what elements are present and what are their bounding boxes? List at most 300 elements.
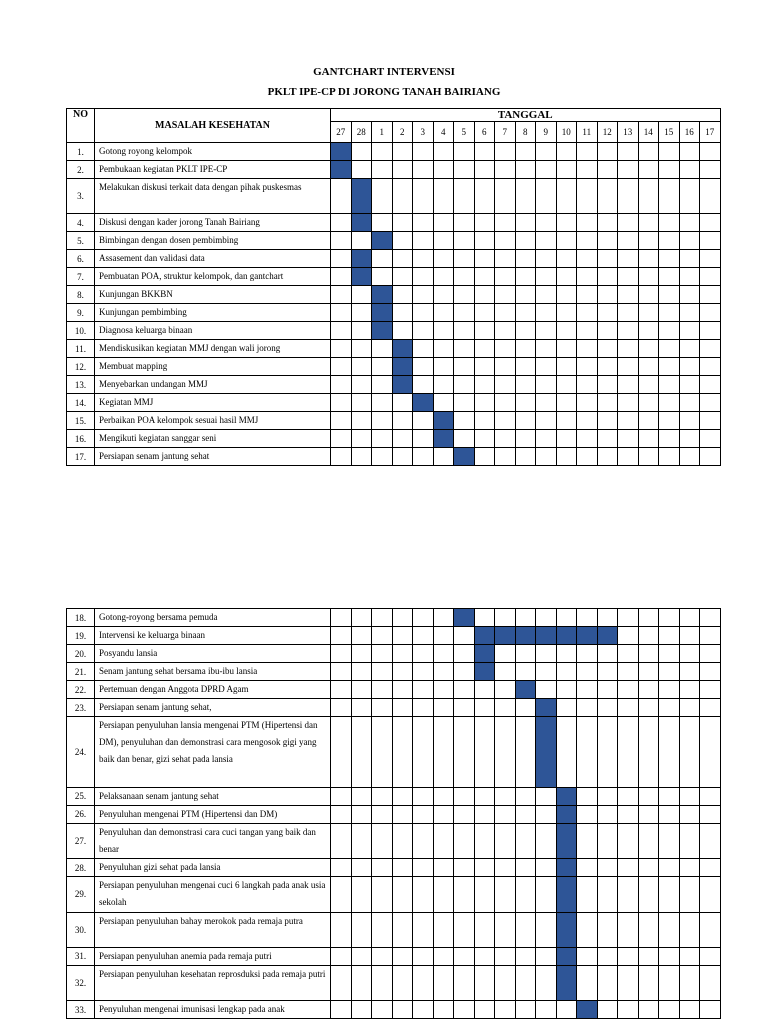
- gantt-empty-cell: [433, 376, 454, 394]
- gantt-empty-cell: [474, 376, 495, 394]
- gantt-bar-cell: [474, 645, 495, 663]
- gantt-empty-cell: [515, 161, 536, 179]
- task-row: [67, 805, 721, 823]
- gantt-empty-cell: [331, 965, 352, 1000]
- task-label: Pembukaan kegiatan PKLT IPE-CP: [95, 161, 331, 179]
- gantt-empty-cell: [638, 859, 659, 877]
- gantt-empty-cell: [495, 394, 516, 412]
- task-number: 14.: [67, 394, 95, 412]
- gantt-empty-cell: [679, 232, 700, 250]
- gantt-empty-cell: [597, 609, 618, 627]
- gantt-empty-cell: [597, 376, 618, 394]
- gantt-bar-cell: [474, 627, 495, 645]
- gantt-empty-cell: [577, 681, 598, 699]
- gantt-empty-cell: [638, 412, 659, 430]
- task-row: [67, 358, 721, 376]
- gantt-empty-cell: [700, 947, 721, 965]
- gantt-empty-cell: [536, 448, 557, 466]
- gantt-empty-cell: [392, 609, 413, 627]
- date-header: 9: [536, 122, 557, 143]
- gantt-table-2: [66, 608, 721, 1019]
- gantt-empty-cell: [638, 143, 659, 161]
- gantt-empty-cell: [638, 214, 659, 232]
- gantt-empty-cell: [700, 214, 721, 232]
- gantt-empty-cell: [536, 358, 557, 376]
- gantt-empty-cell: [515, 268, 536, 286]
- gantt-empty-cell: [433, 250, 454, 268]
- date-header: 15: [659, 122, 680, 143]
- gantt-empty-cell: [392, 304, 413, 322]
- gantt-empty-cell: [577, 699, 598, 717]
- gantt-bar-cell: [454, 609, 475, 627]
- gantt-empty-cell: [515, 430, 536, 448]
- gantt-empty-cell: [659, 214, 680, 232]
- task-row: [67, 232, 721, 250]
- gantt-empty-cell: [454, 717, 475, 788]
- gantt-empty-cell: [536, 663, 557, 681]
- gantt-empty-cell: [638, 268, 659, 286]
- gantt-empty-cell: [556, 717, 577, 788]
- date-header: 5: [454, 122, 475, 143]
- gantt-empty-cell: [659, 286, 680, 304]
- gantt-empty-cell: [372, 214, 393, 232]
- gantt-empty-cell: [392, 430, 413, 448]
- gantt-empty-cell: [618, 286, 639, 304]
- gantt-empty-cell: [413, 340, 434, 358]
- task-label: Persiapan penyuluhan anemia pada remaja putri: [95, 947, 331, 965]
- gantt-empty-cell: [536, 304, 557, 322]
- gantt-empty-cell: [372, 179, 393, 214]
- gantt-empty-cell: [351, 805, 372, 823]
- gantt-empty-cell: [679, 376, 700, 394]
- gantt-empty-cell: [392, 268, 413, 286]
- gantt-bar-cell: [556, 965, 577, 1000]
- task-label: Pertemuan dengan Anggota DPRD Agam: [95, 681, 331, 699]
- gantt-empty-cell: [515, 286, 536, 304]
- gantt-empty-cell: [700, 304, 721, 322]
- gantt-empty-cell: [474, 304, 495, 322]
- header-tanggal: TANGGAL: [331, 109, 721, 122]
- gantt-empty-cell: [433, 609, 454, 627]
- gantt-empty-cell: [536, 877, 557, 912]
- task-row: [67, 663, 721, 681]
- gantt-empty-cell: [556, 250, 577, 268]
- gantt-empty-cell: [474, 412, 495, 430]
- gantt-empty-cell: [433, 214, 454, 232]
- gantt-bar-cell: [372, 322, 393, 340]
- gantt-bar-cell: [351, 268, 372, 286]
- gantt-bar-cell: [556, 859, 577, 877]
- gantt-empty-cell: [372, 663, 393, 681]
- gantt-empty-cell: [659, 645, 680, 663]
- task-number: 8.: [67, 286, 95, 304]
- gantt-empty-cell: [618, 877, 639, 912]
- gantt-empty-cell: [618, 1001, 639, 1019]
- gantt-empty-cell: [515, 717, 536, 788]
- gantt-empty-cell: [413, 699, 434, 717]
- gantt-empty-cell: [556, 340, 577, 358]
- gantt-bar-cell: [556, 912, 577, 947]
- gantt-empty-cell: [659, 663, 680, 681]
- gantt-empty-cell: [454, 161, 475, 179]
- gantt-empty-cell: [679, 787, 700, 805]
- task-row: [67, 1001, 721, 1019]
- gantt-empty-cell: [536, 250, 557, 268]
- gantt-empty-cell: [536, 430, 557, 448]
- gantt-empty-cell: [536, 340, 557, 358]
- gantt-empty-cell: [679, 430, 700, 448]
- gantt-empty-cell: [597, 214, 618, 232]
- gantt-empty-cell: [351, 430, 372, 448]
- gantt-empty-cell: [700, 699, 721, 717]
- gantt-empty-cell: [638, 645, 659, 663]
- gantt-empty-cell: [372, 717, 393, 788]
- gantt-empty-cell: [597, 787, 618, 805]
- task-row: [67, 340, 721, 358]
- gantt-empty-cell: [413, 232, 434, 250]
- gantt-empty-cell: [454, 877, 475, 912]
- gantt-empty-cell: [556, 286, 577, 304]
- gantt-empty-cell: [495, 322, 516, 340]
- gantt-empty-cell: [454, 376, 475, 394]
- gantt-empty-cell: [454, 179, 475, 214]
- gantt-empty-cell: [618, 681, 639, 699]
- date-header: 2: [392, 122, 413, 143]
- gantt-empty-cell: [515, 609, 536, 627]
- gantt-empty-cell: [700, 143, 721, 161]
- gantt-empty-cell: [454, 823, 475, 858]
- gantt-empty-cell: [413, 376, 434, 394]
- gantt-empty-cell: [597, 717, 618, 788]
- task-number: 21.: [67, 663, 95, 681]
- gantt-empty-cell: [413, 627, 434, 645]
- gantt-empty-cell: [474, 250, 495, 268]
- gantt-empty-cell: [474, 340, 495, 358]
- gantt-empty-cell: [474, 787, 495, 805]
- gantt-empty-cell: [679, 663, 700, 681]
- gantt-empty-cell: [679, 358, 700, 376]
- gantt-empty-cell: [556, 179, 577, 214]
- gantt-empty-cell: [577, 912, 598, 947]
- gantt-empty-cell: [679, 143, 700, 161]
- gantt-empty-cell: [679, 627, 700, 645]
- gantt-empty-cell: [536, 143, 557, 161]
- gantt-empty-cell: [597, 232, 618, 250]
- gantt-empty-cell: [556, 609, 577, 627]
- gantt-empty-cell: [474, 358, 495, 376]
- gantt-bar-cell: [351, 250, 372, 268]
- gantt-empty-cell: [700, 448, 721, 466]
- gantt-empty-cell: [536, 787, 557, 805]
- gantt-empty-cell: [413, 179, 434, 214]
- gantt-empty-cell: [679, 1001, 700, 1019]
- gantt-empty-cell: [700, 268, 721, 286]
- gantt-empty-cell: [372, 681, 393, 699]
- task-number: 10.: [67, 322, 95, 340]
- gantt-empty-cell: [413, 412, 434, 430]
- gantt-empty-cell: [618, 232, 639, 250]
- gantt-empty-cell: [597, 322, 618, 340]
- gantt-empty-cell: [392, 286, 413, 304]
- gantt-empty-cell: [597, 412, 618, 430]
- gantt-empty-cell: [454, 681, 475, 699]
- task-number: 18.: [67, 609, 95, 627]
- gantt-empty-cell: [372, 787, 393, 805]
- task-row: [67, 859, 721, 877]
- gantt-empty-cell: [515, 912, 536, 947]
- chart-title: GANTCHART INTERVENSI: [313, 66, 455, 78]
- gantt-empty-cell: [351, 681, 372, 699]
- gantt-empty-cell: [638, 286, 659, 304]
- gantt-empty-cell: [331, 214, 352, 232]
- gantt-empty-cell: [392, 912, 413, 947]
- gantt-empty-cell: [618, 376, 639, 394]
- gantt-empty-cell: [597, 877, 618, 912]
- gantt-empty-cell: [474, 143, 495, 161]
- gantt-bar-cell: [515, 627, 536, 645]
- gantt-empty-cell: [700, 805, 721, 823]
- header-masalah-kesehatan: MASALAH KESEHATAN: [95, 109, 331, 143]
- gantt-empty-cell: [454, 322, 475, 340]
- gantt-empty-cell: [372, 627, 393, 645]
- task-label: Assasement dan validasi data: [95, 250, 331, 268]
- gantt-empty-cell: [433, 286, 454, 304]
- gantt-empty-cell: [331, 877, 352, 912]
- gantt-empty-cell: [351, 322, 372, 340]
- gantt-empty-cell: [577, 717, 598, 788]
- gantt-empty-cell: [433, 268, 454, 286]
- gantt-empty-cell: [597, 340, 618, 358]
- task-number: 31.: [67, 947, 95, 965]
- gantt-empty-cell: [495, 358, 516, 376]
- gantt-empty-cell: [372, 448, 393, 466]
- gantt-empty-cell: [679, 250, 700, 268]
- gantt-bar-cell: [556, 627, 577, 645]
- gantt-empty-cell: [433, 1001, 454, 1019]
- gantt-empty-cell: [474, 214, 495, 232]
- gantt-empty-cell: [474, 394, 495, 412]
- gantt-empty-cell: [433, 161, 454, 179]
- task-number: 29.: [67, 877, 95, 912]
- gantt-empty-cell: [474, 448, 495, 466]
- gantt-empty-cell: [556, 412, 577, 430]
- gantt-empty-cell: [474, 912, 495, 947]
- gantt-empty-cell: [372, 161, 393, 179]
- gantt-empty-cell: [618, 699, 639, 717]
- gantt-empty-cell: [331, 681, 352, 699]
- gantt-empty-cell: [556, 214, 577, 232]
- gantt-empty-cell: [679, 805, 700, 823]
- gantt-empty-cell: [659, 912, 680, 947]
- gantt-empty-cell: [474, 286, 495, 304]
- task-label: Melakukan diskusi terkait data dengan pihak puskesmas: [95, 179, 331, 214]
- gantt-empty-cell: [372, 340, 393, 358]
- gantt-empty-cell: [679, 681, 700, 699]
- task-label: Diagnosa keluarga binaan: [95, 322, 331, 340]
- gantt-empty-cell: [577, 805, 598, 823]
- gantt-empty-cell: [351, 412, 372, 430]
- gantt-empty-cell: [556, 322, 577, 340]
- gantt-empty-cell: [331, 717, 352, 788]
- gantt-empty-cell: [413, 877, 434, 912]
- gantt-empty-cell: [454, 286, 475, 304]
- gantt-table-1: [66, 108, 721, 466]
- gantt-empty-cell: [515, 877, 536, 912]
- gantt-bar-cell: [515, 681, 536, 699]
- gantt-empty-cell: [638, 681, 659, 699]
- gantt-empty-cell: [700, 663, 721, 681]
- gantt-empty-cell: [700, 877, 721, 912]
- task-number: 3.: [67, 179, 95, 214]
- gantt-empty-cell: [659, 376, 680, 394]
- gantt-empty-cell: [351, 823, 372, 858]
- gantt-empty-cell: [474, 322, 495, 340]
- date-header: 8: [515, 122, 536, 143]
- gantt-empty-cell: [433, 358, 454, 376]
- gantt-empty-cell: [597, 161, 618, 179]
- gantt-empty-cell: [351, 609, 372, 627]
- gantt-empty-cell: [659, 179, 680, 214]
- gantt-empty-cell: [331, 645, 352, 663]
- gantt-empty-cell: [351, 717, 372, 788]
- gantt-empty-cell: [618, 394, 639, 412]
- gantt-empty-cell: [351, 358, 372, 376]
- gantt-empty-cell: [577, 161, 598, 179]
- gantt-empty-cell: [536, 232, 557, 250]
- gantt-empty-cell: [679, 859, 700, 877]
- date-header: 7: [495, 122, 516, 143]
- gantt-empty-cell: [638, 699, 659, 717]
- gantt-empty-cell: [659, 787, 680, 805]
- gantt-empty-cell: [597, 965, 618, 1000]
- gantt-empty-cell: [577, 250, 598, 268]
- gantt-empty-cell: [454, 663, 475, 681]
- gantt-empty-cell: [495, 609, 516, 627]
- gantt-empty-cell: [372, 412, 393, 430]
- gantt-empty-cell: [495, 268, 516, 286]
- gantt-empty-cell: [679, 214, 700, 232]
- task-label: Kegiatan MMJ: [95, 394, 331, 412]
- gantt-empty-cell: [331, 340, 352, 358]
- task-label: Intervensi ke keluarga binaan: [95, 627, 331, 645]
- gantt-empty-cell: [372, 250, 393, 268]
- gantt-empty-cell: [331, 1001, 352, 1019]
- task-row: [67, 877, 721, 912]
- task-row: [67, 179, 721, 214]
- gantt-empty-cell: [577, 179, 598, 214]
- task-number: 23.: [67, 699, 95, 717]
- gantt-empty-cell: [679, 823, 700, 858]
- gantt-empty-cell: [700, 681, 721, 699]
- gantt-empty-cell: [331, 663, 352, 681]
- gantt-bar-cell: [474, 663, 495, 681]
- gantt-empty-cell: [413, 322, 434, 340]
- gantt-empty-cell: [331, 394, 352, 412]
- gantt-empty-cell: [577, 340, 598, 358]
- gantt-empty-cell: [679, 609, 700, 627]
- gantt-empty-cell: [454, 268, 475, 286]
- gantt-empty-cell: [495, 448, 516, 466]
- gantt-empty-cell: [556, 1001, 577, 1019]
- gantt-empty-cell: [433, 912, 454, 947]
- task-number: 7.: [67, 268, 95, 286]
- gantt-empty-cell: [556, 358, 577, 376]
- gantt-empty-cell: [331, 859, 352, 877]
- gantt-empty-cell: [495, 645, 516, 663]
- gantt-empty-cell: [577, 232, 598, 250]
- gantt-empty-cell: [700, 376, 721, 394]
- gantt-empty-cell: [618, 609, 639, 627]
- gantt-empty-cell: [597, 250, 618, 268]
- gantt-empty-cell: [495, 340, 516, 358]
- gantt-empty-cell: [454, 250, 475, 268]
- gantt-empty-cell: [515, 947, 536, 965]
- gantt-empty-cell: [454, 627, 475, 645]
- gantt-empty-cell: [577, 143, 598, 161]
- gantt-empty-cell: [638, 340, 659, 358]
- gantt-empty-cell: [515, 663, 536, 681]
- task-row: [67, 394, 721, 412]
- gantt-empty-cell: [577, 214, 598, 232]
- gantt-empty-cell: [700, 250, 721, 268]
- gantt-empty-cell: [597, 663, 618, 681]
- gantt-empty-cell: [474, 430, 495, 448]
- gantt-empty-cell: [597, 859, 618, 877]
- task-number: 16.: [67, 430, 95, 448]
- gantt-empty-cell: [536, 412, 557, 430]
- gantt-bar-cell: [372, 304, 393, 322]
- gantt-empty-cell: [433, 232, 454, 250]
- task-number: 30.: [67, 912, 95, 947]
- task-label: Mendiskusikan kegiatan MMJ dengan wali jorong: [95, 340, 331, 358]
- gantt-empty-cell: [433, 627, 454, 645]
- task-label: Penyuluhan mengenai imunisasi lengkap pada anak: [95, 1001, 331, 1019]
- gantt-empty-cell: [536, 214, 557, 232]
- gantt-empty-cell: [413, 161, 434, 179]
- gantt-empty-cell: [618, 322, 639, 340]
- gantt-empty-cell: [331, 412, 352, 430]
- gantt-empty-cell: [577, 877, 598, 912]
- task-number: 20.: [67, 645, 95, 663]
- gantt-empty-cell: [515, 250, 536, 268]
- gantt-empty-cell: [659, 143, 680, 161]
- gantt-empty-cell: [536, 1001, 557, 1019]
- gantt-empty-cell: [495, 699, 516, 717]
- gantt-empty-cell: [638, 448, 659, 466]
- gantt-empty-cell: [597, 699, 618, 717]
- gantt-empty-cell: [618, 627, 639, 645]
- date-header: 11: [577, 122, 598, 143]
- gantt-bar-cell: [597, 627, 618, 645]
- gantt-empty-cell: [515, 823, 536, 858]
- gantt-empty-cell: [638, 787, 659, 805]
- date-header: 6: [474, 122, 495, 143]
- gantt-empty-cell: [413, 609, 434, 627]
- date-header: 3: [413, 122, 434, 143]
- task-row: [67, 965, 721, 1000]
- gantt-empty-cell: [679, 947, 700, 965]
- gantt-empty-cell: [638, 179, 659, 214]
- gantt-empty-cell: [515, 412, 536, 430]
- task-number: 28.: [67, 859, 95, 877]
- gantt-empty-cell: [433, 179, 454, 214]
- task-row: [67, 645, 721, 663]
- gantt-empty-cell: [556, 430, 577, 448]
- gantt-empty-cell: [679, 645, 700, 663]
- gantt-empty-cell: [433, 663, 454, 681]
- gantt-empty-cell: [700, 340, 721, 358]
- date-header: 4: [433, 122, 454, 143]
